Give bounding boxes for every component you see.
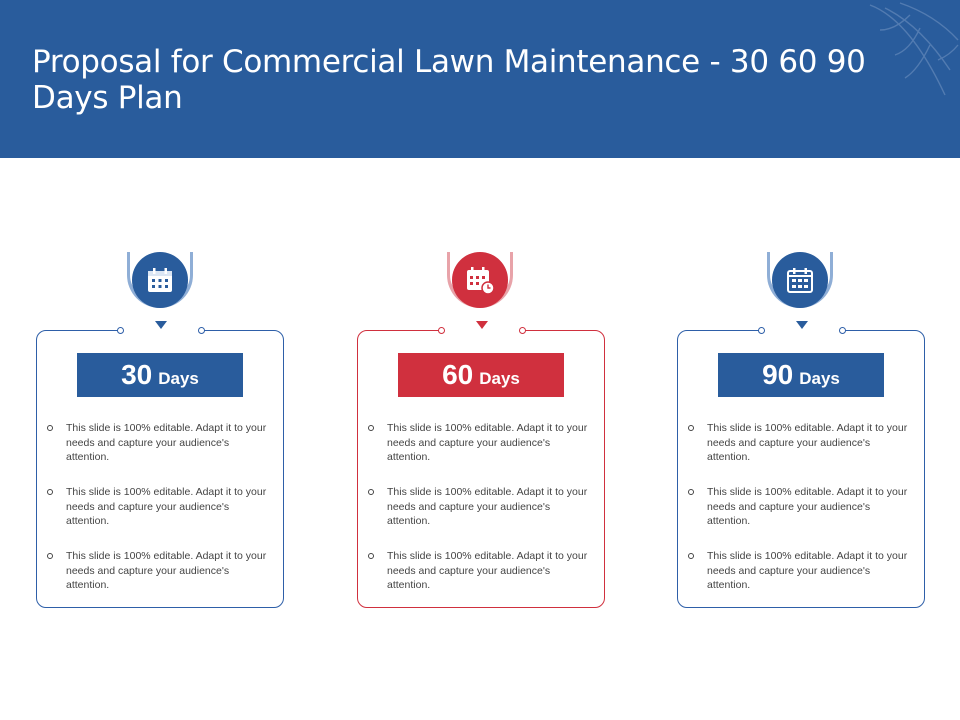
days-unit: Days xyxy=(158,369,199,388)
badge-90-days xyxy=(770,252,830,312)
connector-dot xyxy=(758,327,765,334)
calendar-icon xyxy=(146,266,174,294)
pointer-arrow xyxy=(796,321,808,329)
bullet-icon xyxy=(368,425,374,431)
bullet-list xyxy=(688,421,913,613)
bullet-icon xyxy=(47,553,53,559)
list-item: This slide is 100% editable. Adapt it to your needs and capture your audience's attention. xyxy=(47,485,272,529)
slide-title: Proposal for Commercial Lawn Maintenance - 30 60 90 Days Plan xyxy=(32,44,866,116)
bullet-list xyxy=(368,421,593,613)
bullet-icon xyxy=(688,553,694,559)
list-item: This slide is 100% editable. Adapt it to your needs and capture your audience's attention. xyxy=(688,485,913,529)
connector-dot xyxy=(519,327,526,334)
list-item: This slide is 100% editable. Adapt it to your needs and capture your audience's attention. xyxy=(688,549,913,593)
calendar-grid-icon xyxy=(786,266,814,294)
list-item: This slide is 100% editable. Adapt it to your needs and capture your audience's attention. xyxy=(47,549,272,593)
bullet-list xyxy=(47,421,272,613)
bullet-icon xyxy=(47,489,53,495)
calendar-clock-icon xyxy=(465,265,495,295)
bullet-icon xyxy=(368,553,374,559)
connector-dot xyxy=(117,327,124,334)
connector-dot xyxy=(198,327,205,334)
pointer-arrow xyxy=(476,321,488,329)
days-number: 90 xyxy=(762,359,794,390)
card-heading xyxy=(718,353,884,397)
badge-60-days xyxy=(450,252,510,312)
card-heading xyxy=(77,353,243,397)
days-unit: Days xyxy=(479,369,520,388)
plan-card-30-days xyxy=(36,330,284,608)
bullet-icon xyxy=(688,489,694,495)
bullet-icon xyxy=(47,425,53,431)
days-number: 30 xyxy=(121,359,153,390)
days-unit: Days xyxy=(799,369,840,388)
days-number: 60 xyxy=(442,359,474,390)
bullet-icon xyxy=(368,489,374,495)
list-item: This slide is 100% editable. Adapt it to your needs and capture your audience's attention. xyxy=(688,421,913,465)
list-item: This slide is 100% editable. Adapt it to your needs and capture your audience's attention. xyxy=(47,421,272,465)
palm-leaf-decoration xyxy=(850,0,960,100)
plan-card-60-days xyxy=(357,330,605,608)
connector-dot xyxy=(438,327,445,334)
list-item: This slide is 100% editable. Adapt it to your needs and capture your audience's attention. xyxy=(368,485,593,529)
badge-30-days xyxy=(130,252,190,312)
title-banner xyxy=(0,0,960,158)
list-item: This slide is 100% editable. Adapt it to your needs and capture your audience's attention. xyxy=(368,549,593,593)
connector-dot xyxy=(839,327,846,334)
card-heading xyxy=(398,353,564,397)
list-item: This slide is 100% editable. Adapt it to your needs and capture your audience's attention. xyxy=(368,421,593,465)
plan-card-90-days xyxy=(677,330,925,608)
pointer-arrow xyxy=(155,321,167,329)
bullet-icon xyxy=(688,425,694,431)
